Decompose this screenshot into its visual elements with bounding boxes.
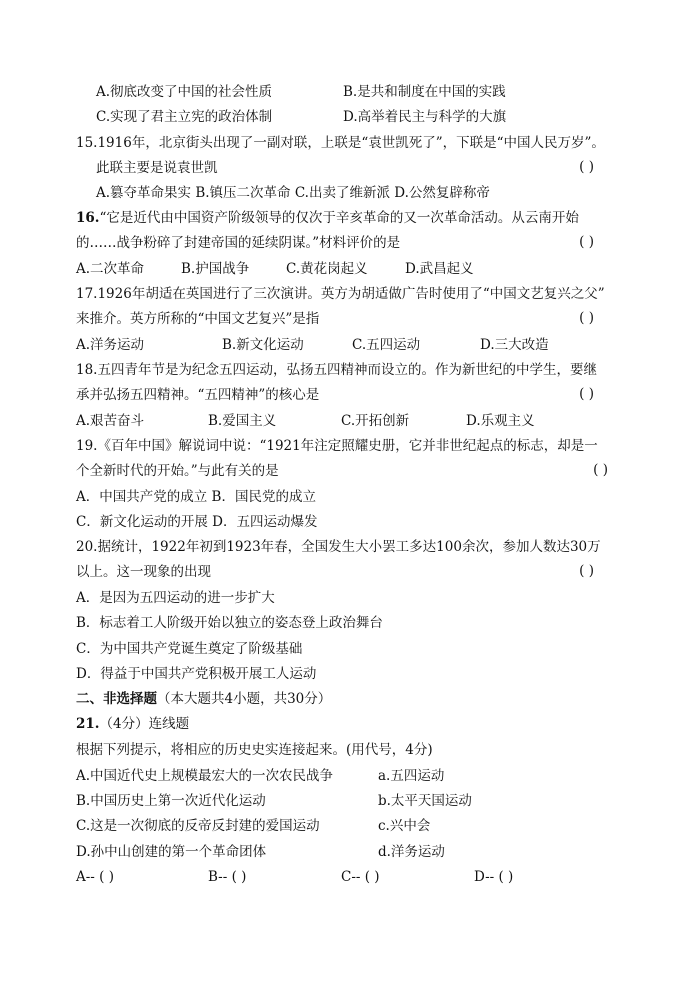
- q21-answer-c: C-- ( ): [341, 869, 380, 885]
- q19-options-ab: A．中国共产党的成立 B．国民党的成立: [76, 489, 316, 505]
- q21-left-item-c: C.这是一次彻底的反帝反封建的爱国运动: [76, 818, 320, 834]
- q19-stem-line2: 个全新时代的开始。”与此有关的是: [76, 463, 279, 479]
- q18-stem-line1: 18.五四青年节是为纪念五四运动，弘扬五四精神而设立的。作为新世纪的中学生，要继: [76, 362, 597, 378]
- q14-option-c: C.实现了君主立宪的政治体制: [96, 109, 273, 125]
- q16-stem-line1: [76, 209, 579, 227]
- q21-left-item-d: D.孙中山创建的第一个革命团体: [76, 844, 267, 860]
- q21-left-item-a: A.中国近代史上规模最宏大的一次农民战争: [76, 768, 334, 784]
- q21-left-item-b: B.中国历史上第一次近代化运动: [76, 793, 266, 809]
- q15-stem-line1: 15.1916年，北京街头出现了一副对联，上联是“袁世凯死了”，下联是“中国人民万岁”。: [76, 135, 605, 151]
- q18-option-d: D.乐观主义: [466, 413, 535, 429]
- q19-options-cd: C．新文化运动的开展 D．五四运动爆发: [76, 514, 318, 530]
- q21-answer-b: B-- ( ): [208, 869, 247, 885]
- q20-option-a: A．是因为五四运动的进一步扩大: [76, 590, 275, 606]
- q21-right-item-a: a.五四运动: [378, 768, 445, 784]
- q17-stem-line1: 17.1926年胡适在英国进行了三次演讲。英方为胡适做广告时使用了“中国文艺复兴之父”: [76, 286, 605, 302]
- q17-option-d: D.三大改造: [480, 337, 549, 353]
- q20-answer-paren: ( ): [579, 563, 594, 579]
- q15-options: A.篡夺革命果实 B.镇压二次革命 C.出卖了维新派 D.公然复辟称帝: [96, 185, 490, 201]
- q18-option-a: A.艰苦奋斗: [76, 413, 145, 429]
- q21-answer-a: A-- ( ): [76, 869, 114, 885]
- q21-heading: [76, 715, 189, 733]
- q17-stem-line2: 来推介。英方所称的“中国文艺复兴”是指: [76, 311, 320, 327]
- q21-right-item-b: b.太平天国运动: [378, 793, 472, 809]
- q16-stem-line2: 的……战争粉碎了封建帝国的延续阴谋。”材料评价的是: [76, 235, 401, 251]
- q14-option-a: A.彻底改变了中国的社会性质: [96, 84, 273, 100]
- q20-option-c: C．为中国共产党诞生奠定了阶级基础: [76, 641, 303, 657]
- q21-instruction: 根据下列提示，将相应的历史史实连接起来。(用代号，4分): [76, 742, 433, 758]
- q16-number: 16.: [76, 210, 100, 226]
- q21-right-item-d: d.洋务运动: [378, 844, 445, 860]
- q18-option-c: C.开拓创新: [341, 413, 410, 429]
- section2-title: 二、非选择题: [76, 691, 157, 707]
- q20-stem-line1: 20.据统计，1922年初到1923年春，全国发生大小罢工多达100余次，参加人数达30万: [76, 539, 601, 555]
- q21-number: 21.: [76, 716, 100, 732]
- q19-stem-line1: 19.《百年中国》解说词中说：“1921年注定照耀史册，它并非世纪起点的标志，却是一: [76, 438, 598, 454]
- q16-option-a: A.二次革命: [76, 261, 145, 277]
- q18-option-b: B.爱国主义: [208, 413, 277, 429]
- q14-option-b: B.是共和制度在中国的实践: [343, 84, 506, 100]
- q19-answer-paren: ( ): [593, 462, 608, 478]
- q16-option-c: C.黄花岗起义: [286, 261, 368, 277]
- q21-answer-d: D-- ( ): [474, 869, 514, 885]
- section2-heading: [76, 690, 331, 708]
- q17-answer-paren: ( ): [579, 310, 594, 326]
- q17-option-a: A.洋务运动: [76, 337, 145, 353]
- q16-answer-paren: ( ): [579, 234, 594, 250]
- q18-stem-line2: 承并弘扬五四精神。“五四精神”的核心是: [76, 387, 320, 403]
- q16-option-b: B.护国战争: [181, 261, 250, 277]
- q18-answer-paren: ( ): [579, 386, 594, 402]
- q21-title: （4分）连线题: [99, 716, 190, 732]
- q15-stem-line2: 此联主要是说袁世凯: [96, 160, 218, 176]
- section2-note: （本大题共4小题，共30分）: [157, 691, 332, 707]
- q15-answer-paren: ( ): [579, 159, 594, 175]
- q20-option-b: B．标志着工人阶级开始以独立的姿态登上政治舞台: [76, 615, 383, 631]
- q21-right-item-c: c.兴中会: [378, 818, 431, 834]
- q16-stem-text: “它是近代由中国资产阶级领导的仅次于辛亥革命的又一次革命活动。从云南开始: [99, 210, 579, 226]
- q20-stem-line2: 以上。这一现象的出现: [76, 564, 211, 580]
- q16-option-d: D.武昌起义: [405, 261, 474, 277]
- q20-option-d: D．得益于中国共产党积极开展工人运动: [76, 666, 317, 682]
- q17-option-c: C.五四运动: [352, 337, 421, 353]
- q14-option-d: D.高举着民主与科学的大旗: [343, 109, 507, 125]
- q17-option-b: B.新文化运动: [222, 337, 304, 353]
